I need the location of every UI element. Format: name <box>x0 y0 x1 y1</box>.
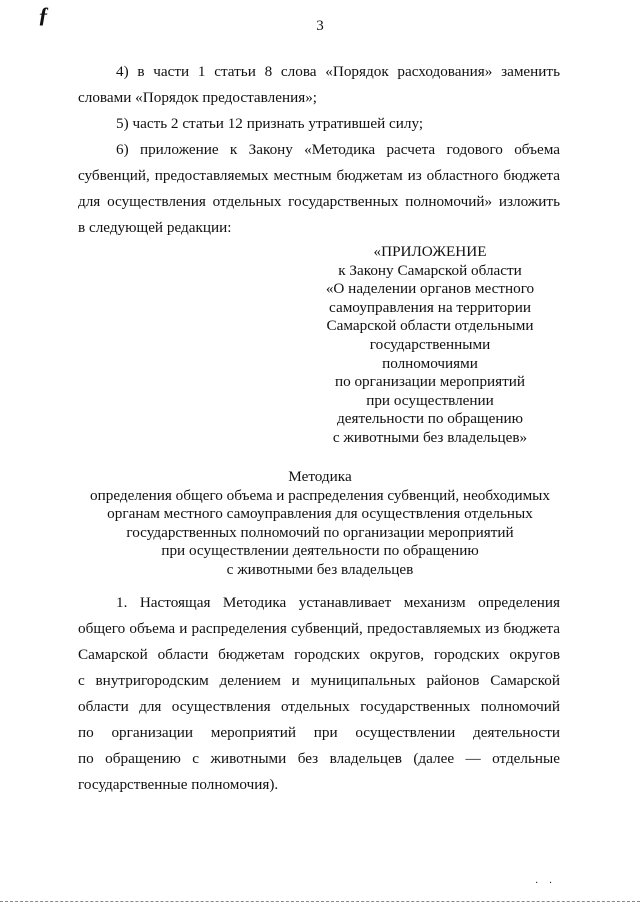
amendment-item-5 <box>78 111 560 137</box>
appendix-line: самоуправления на территории <box>329 298 531 316</box>
paragraph-line: с внутригородским делением и муниципальных районов Самарской <box>78 672 560 689</box>
paragraph-line: Самарской области бюджетам городских округов, городских округов <box>78 646 560 663</box>
paragraph-line: 1. Настоящая Методика устанавливает механизм определения <box>116 594 560 611</box>
scan-speckle: · · <box>535 878 557 889</box>
paragraph-line: 4) в части 1 статьи 8 слова «Порядок расходования» заменить <box>116 63 560 80</box>
title-line: с животными без владельцев <box>226 560 414 578</box>
page-number: 3 <box>316 18 324 34</box>
appendix-line: полномочиями <box>382 354 478 372</box>
paragraph-line: в следующей редакции: <box>78 219 232 236</box>
paragraph-line: по обращению с животными без владельцев (далее — отдельные <box>78 750 560 767</box>
paragraph-line: государственные полномочия). <box>78 776 279 793</box>
paragraph-line: словами «Порядок предоставления»; <box>78 89 318 106</box>
amendment-item-4 <box>78 59 560 111</box>
paragraph-line: общего объема и распределения субвенций, предоставляемых из бюджета <box>78 620 560 637</box>
appendix-line: деятельности по обращению <box>337 410 523 428</box>
appendix-line: государственными <box>369 335 491 353</box>
appendix-line: «О наделении органов местного <box>325 280 535 298</box>
paragraph-line: для осуществления отдельных государственных полномочий» изложить <box>78 193 560 210</box>
title-line: Методика <box>288 468 352 485</box>
title-line: при осуществлении деятельности по обращению <box>161 542 479 560</box>
appendix-line: Самарской области отдельными <box>326 317 534 335</box>
appendix-line: при осуществлении <box>366 391 494 409</box>
appendix-heading <box>300 243 560 448</box>
appendix-line: к Закону Самарской области <box>338 261 522 279</box>
methodology-section-1 <box>78 590 560 798</box>
corner-handwritten-mark: ƒ <box>38 2 49 27</box>
appendix-line: по организации мероприятий <box>334 373 526 391</box>
amendment-item-6 <box>78 137 560 241</box>
title-line: государственных полномочий по организации мероприятий <box>126 523 514 541</box>
paragraph-line: по организации мероприятий при осуществлении деятельности <box>78 724 560 741</box>
methodology-title <box>70 468 570 580</box>
paragraph-line: 6) приложение к Закону «Методика расчета годового объема <box>116 141 560 158</box>
paragraph-line: 5) часть 2 статьи 12 признать утратившей силу; <box>116 115 424 132</box>
scan-bottom-edge <box>0 901 640 902</box>
title-line: органам местного самоуправления для осуществления отдельных <box>107 505 533 523</box>
paragraph-line: области для осуществления отдельных государственных полномочий <box>78 698 560 715</box>
appendix-line: «ПРИЛОЖЕНИЕ <box>373 243 487 260</box>
paragraph-line: субвенций, предоставляемых местным бюджетам из областного бюджета <box>78 167 560 184</box>
appendix-line: с животными без владельцев» <box>332 428 528 446</box>
title-line: определения общего объема и распределения субвенций, необходимых <box>90 486 550 504</box>
